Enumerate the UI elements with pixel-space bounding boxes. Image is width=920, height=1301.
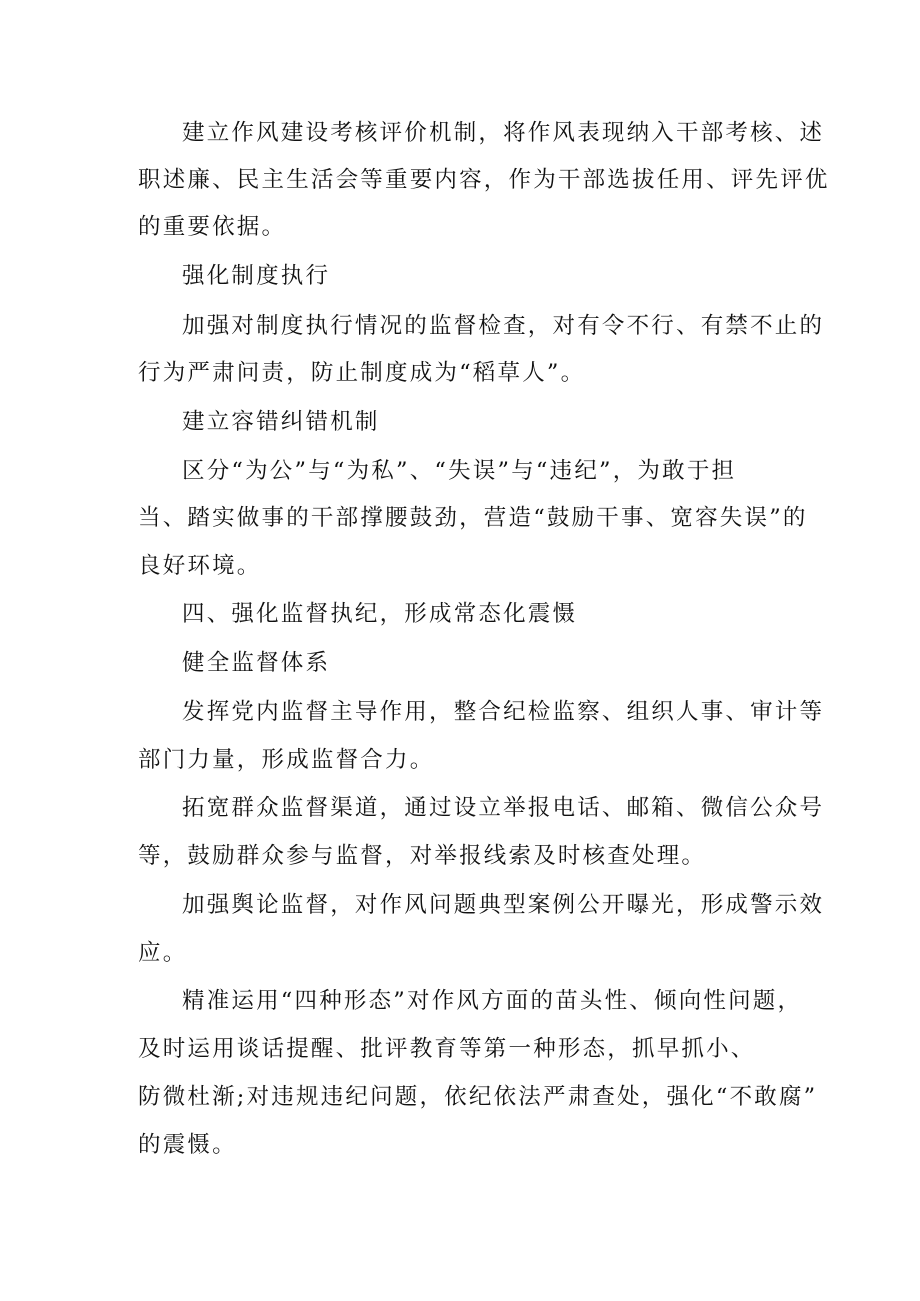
- paragraph-line: 当、踏实做事的干部撑腰鼓劲，营造“鼓励干事、宽容失误”的: [138, 505, 808, 531]
- paragraph-line: 及时运用谈话提醒、批评教育等第一种形态，抓早抓小、: [138, 1036, 756, 1062]
- section-heading: 建立容错纠错机制: [182, 409, 380, 435]
- section-heading: 强化制度执行: [182, 263, 331, 289]
- paragraph-line: 行为严肃问责，防止制度成为“稻草人”。: [138, 360, 586, 386]
- section-heading: 健全监督体系: [182, 650, 331, 676]
- paragraph-line: 良好环境。: [138, 553, 262, 579]
- paragraph-line: 应。: [138, 940, 188, 966]
- chapter-heading: 四、强化监督执纪，形成常态化震慑: [182, 601, 578, 627]
- paragraph-line: 建立作风建设考核评价机制，将作风表现纳入干部考核、述: [182, 120, 825, 146]
- paragraph-line: 防微杜渐;对违规违纪问题，依纪依法严肃查处，强化“不敢腐”: [138, 1084, 818, 1110]
- paragraph-line: 加强舆论监督，对作风问题典型案例公开曝光，形成警示效: [182, 892, 825, 918]
- paragraph-line: 加强对制度执行情况的监督检查，对有令不行、有禁不止的: [182, 313, 825, 339]
- paragraph-line: 拓宽群众监督渠道，通过设立举报电话、邮箱、微信公众号: [182, 795, 825, 821]
- paragraph-line: 等，鼓励群众参与监督，对举报线索及时核查处理。: [138, 843, 707, 869]
- paragraph-line: 精准运用“四种形态”对作风方面的苗头性、倾向性问题，: [182, 988, 803, 1014]
- paragraph-line: 的震慑。: [138, 1132, 237, 1158]
- paragraph-line: 职述廉、民主生活会等重要内容，作为干部选拔任用、评先评优: [138, 167, 830, 193]
- paragraph-line: 发挥党内监督主导作用，整合纪检监察、组织人事、审计等: [182, 699, 825, 725]
- paragraph-line: 区分“为公”与“为私”、“失误”与“违纪”，为敢于担: [182, 458, 737, 484]
- paragraph-line: 部门力量，形成监督合力。: [138, 747, 435, 773]
- paragraph-line: 的重要依据。: [138, 214, 287, 240]
